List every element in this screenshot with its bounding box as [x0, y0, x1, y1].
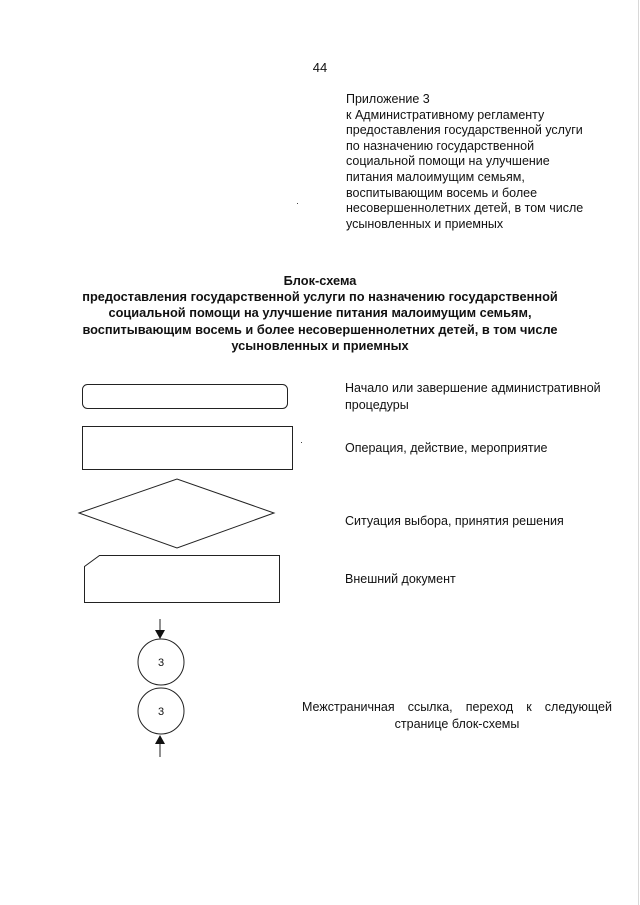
terminator-shape — [83, 385, 288, 409]
appendix-line: предоставления государственной услуги — [346, 123, 583, 138]
title-line: воспитывающим восемь и более несовершеннолетних детей, в том числе — [82, 321, 558, 337]
appendix-line: воспитывающим восемь и более — [346, 185, 538, 200]
arrow-down-icon — [155, 630, 165, 639]
appendix-line: к Административному регламенту — [346, 107, 545, 122]
decision-shape — [79, 479, 274, 548]
terminator-label-line: процедуры — [345, 398, 409, 412]
document-label: Внешний документ — [345, 572, 456, 586]
page-number: 44 — [312, 60, 328, 75]
document-shape — [85, 556, 280, 603]
connector-label-line: Межстраничная ссылка, переход к следующей — [302, 700, 612, 714]
terminator-label-line: Начало или завершение административной — [345, 381, 601, 395]
decision-label: Ситуация выбора, принятия решения — [345, 514, 564, 528]
arrow-up-icon — [155, 735, 165, 744]
connector-label — [302, 699, 612, 733]
title-line: социальной помощи на улучшение питания малоимущим семьям, — [108, 305, 532, 321]
outgoing-connector-number: 3 — [157, 706, 165, 718]
process-label: Операция, действие, мероприятие — [345, 441, 548, 455]
appendix-line: питания малоимущим семьям, — [346, 169, 525, 184]
process-shape — [83, 427, 293, 470]
appendix-line: по назначению государственной — [346, 138, 535, 153]
appendix-line: несовершеннолетних детей, в том числе — [346, 201, 584, 216]
appendix-line: усыновленных и приемных — [346, 216, 504, 231]
title-line: предоставления государственной услуги по назначению государственной — [82, 289, 558, 305]
terminator-label — [345, 380, 601, 414]
appendix-line: Приложение 3 — [346, 92, 430, 106]
connector-label-line: странице блок-схемы — [394, 717, 520, 731]
incoming-connector-number: 3 — [157, 657, 165, 669]
appendix-line: социальной помощи на улучшение — [346, 154, 550, 169]
title-line: Блок-схема — [283, 273, 357, 288]
title-line: усыновленных и приемных — [231, 337, 409, 353]
